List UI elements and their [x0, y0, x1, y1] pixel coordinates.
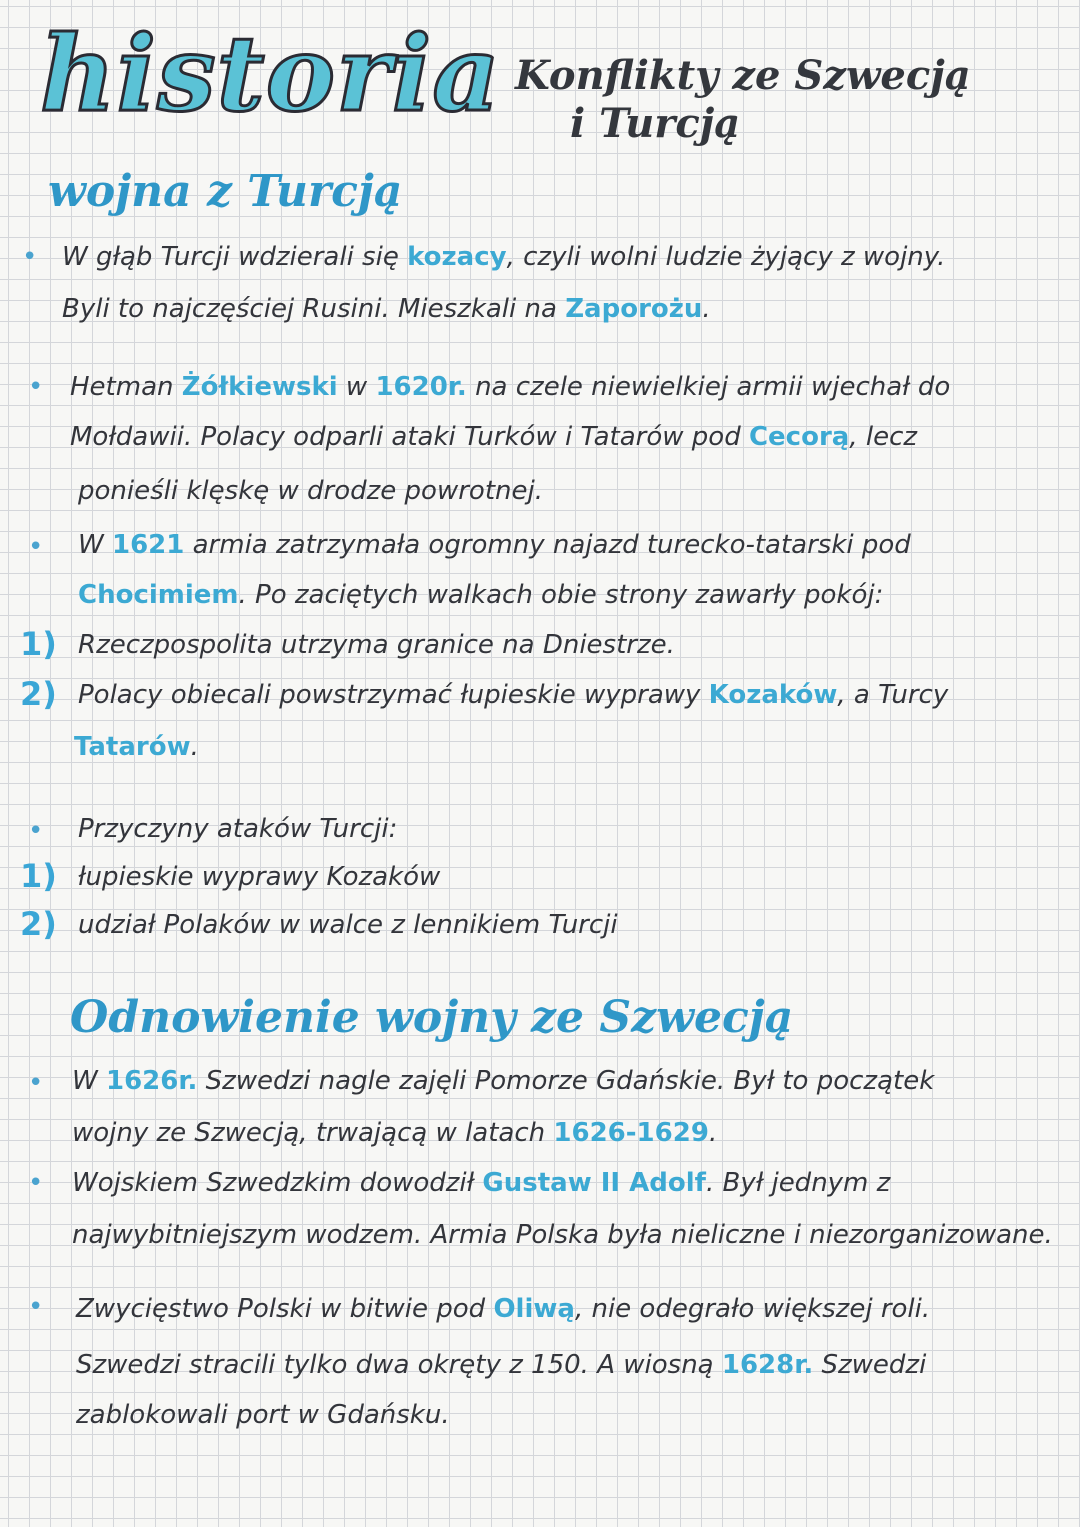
bullet-dot: • [28, 1068, 44, 1098]
bullet-dot: • [22, 242, 38, 272]
section-heading-sweden: Odnowienie wojny ze Szwecją [70, 992, 794, 1043]
text-line: Wojskiem Szwedzkim dowodził Gustaw II Adolf. Był jednym z [72, 1168, 891, 1198]
text-line: Tatarów. [74, 732, 199, 762]
bullet-dot: • [28, 532, 44, 562]
text-line: Szwedzi stracili tylko dwa okręty z 150. A wiosną 1628r. Szwedzi [76, 1350, 927, 1380]
text-line: Mołdawii. Polacy odparli ataki Turków i Tatarów pod Cecorą, lecz [70, 422, 918, 452]
text-line: Polacy obiecali powstrzymać łupieskie wyprawy Kozaków, a Turcy [78, 680, 949, 710]
bullet-dot: • [28, 1168, 44, 1198]
text-line: Zwycięstwo Polski w bitwie pod Oliwą, nie odegrało większej roli. [76, 1294, 931, 1324]
text-line: wojny ze Szwecją, trwającą w latach 1626-1629. [72, 1118, 718, 1148]
list-number: 1) [20, 625, 57, 663]
subtitle-line-1: Konflikty ze Szwecją [515, 52, 971, 99]
text-line: W głąb Turcji wdzierali się kozacy, czyli wolni ludzie żyjący z wojny. [62, 242, 946, 272]
text-line: Byli to najczęściej Rusini. Mieszkali na Zaporożu. [62, 294, 711, 324]
text-line: W 1626r. Szwedzi nagle zajęli Pomorze Gdańskie. Był to początek [72, 1066, 935, 1096]
bullet-dot: • [28, 372, 44, 402]
text-line: Hetman Żółkiewski w 1620r. na czele niewielkiej armii wjechał do [70, 372, 951, 402]
text-line: najwybitniejszym wodzem. Armia Polska była nieliczne i niezorganizowane. [72, 1220, 1053, 1250]
list-number: 2) [20, 675, 57, 713]
bullet-dot: • [28, 1292, 44, 1322]
bullet-dot: • [28, 816, 44, 846]
text-line: Chocimiem. Po zaciętych walkach obie strony zawarły pokój: [78, 580, 884, 610]
text-line: łupieskie wyprawy Kozaków [78, 862, 441, 892]
list-number: 2) [20, 905, 57, 943]
text-line: Rzeczpospolita utrzyma granice na Dniestrze. [78, 630, 675, 660]
text-line: Przyczyny ataków Turcji: [78, 814, 398, 844]
subtitle-line-2: i Turcją [570, 100, 741, 147]
list-number: 1) [20, 857, 57, 895]
page-title: historia [40, 12, 501, 135]
text-line: W 1621 armia zatrzymała ogromny najazd turecko-tatarski pod [78, 530, 911, 560]
section-heading-turkey: wojna z Turcją [48, 166, 403, 217]
text-line: ponieśli klęskę w drodze powrotnej. [78, 476, 543, 506]
text-line: zablokowali port w Gdańsku. [76, 1400, 450, 1430]
text-line: udział Polaków w walce z lennikiem Turcji [78, 910, 618, 940]
